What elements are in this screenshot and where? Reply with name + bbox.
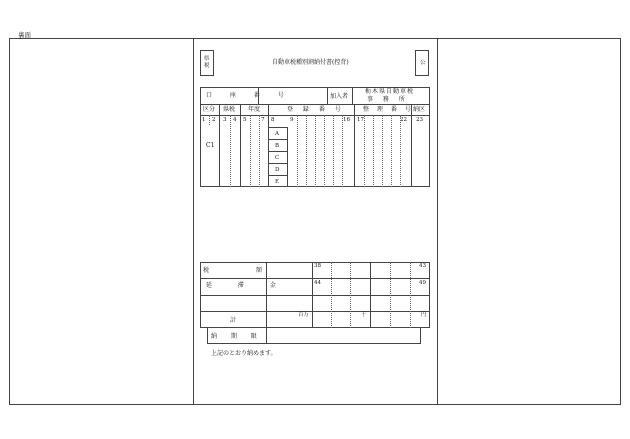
stamp-box-right (415, 50, 429, 76)
letter-column (269, 127, 288, 187)
col-nouku: 納区 (413, 106, 426, 113)
stamp-left: 県税 (204, 56, 210, 69)
col-kubun: 区分 (203, 106, 216, 113)
col-line (411, 104, 412, 187)
unit-million: 百万 (298, 312, 310, 318)
tax-label-left: 税 (203, 267, 210, 274)
digit-number: 16 (343, 117, 350, 123)
digit-number: 4 (233, 117, 237, 123)
digit-number: 7 (261, 117, 265, 123)
delay-end: 49 (419, 280, 426, 286)
enrollee-label: 加入者 (330, 93, 349, 100)
digit-number: 3 (223, 117, 227, 123)
digit-number: 23 (416, 117, 423, 123)
unit-yen: 円 (421, 312, 427, 318)
due-label: 納 期 限 (211, 333, 263, 340)
kubun-code: C1 (206, 142, 215, 149)
col-management: 整 理 番 号 (363, 106, 414, 113)
side-label: 裏面 (18, 31, 31, 39)
tax-start: 38 (314, 263, 321, 269)
delay-label: 延 滞 金 (206, 282, 288, 289)
col-kenzei: 県税 (223, 106, 236, 113)
col-line (354, 104, 355, 187)
unit-thousand: 千 (361, 312, 367, 318)
total-label: 計 (230, 317, 237, 324)
office-name: 栃木県自動車税 (365, 88, 415, 95)
col-line (258, 87, 259, 104)
digit-number: 22 (400, 117, 407, 123)
delay-start: 44 (314, 280, 321, 286)
col-line (327, 87, 328, 104)
digit-number: 2 (212, 117, 216, 123)
panel-divider-right (437, 38, 438, 405)
digit-number: 17 (357, 117, 364, 123)
letter-e: E (275, 179, 280, 185)
letter-d: D (275, 167, 280, 173)
digit-number: 1 (202, 117, 206, 123)
letter-b: B (275, 143, 280, 149)
tax-label-right: 額 (256, 267, 263, 274)
col-nendo: 年度 (248, 106, 261, 113)
office-name2: 事 務 所 (367, 96, 409, 103)
letter-c: C (275, 155, 280, 161)
footer-note: 上記のとおり納めます。 (211, 350, 277, 357)
stamp-box-left (200, 50, 214, 76)
digit-number: 8 (271, 117, 275, 123)
letter-a: A (275, 131, 279, 137)
col-line (219, 104, 220, 187)
digit-number: 9 (290, 117, 294, 123)
tax-end: 43 (419, 263, 426, 269)
col-registration: 登 録 番 号 (287, 106, 345, 113)
stamp-right: 公 (420, 60, 426, 66)
col-line (352, 87, 353, 104)
account-label: 口 座 番 号 (206, 92, 292, 99)
digit-number: 5 (243, 117, 247, 123)
col-line (240, 104, 241, 187)
panel-divider-left (193, 38, 194, 405)
row-line (200, 104, 430, 105)
form-title: 自動車税種別割納付書(控背) (272, 59, 349, 66)
